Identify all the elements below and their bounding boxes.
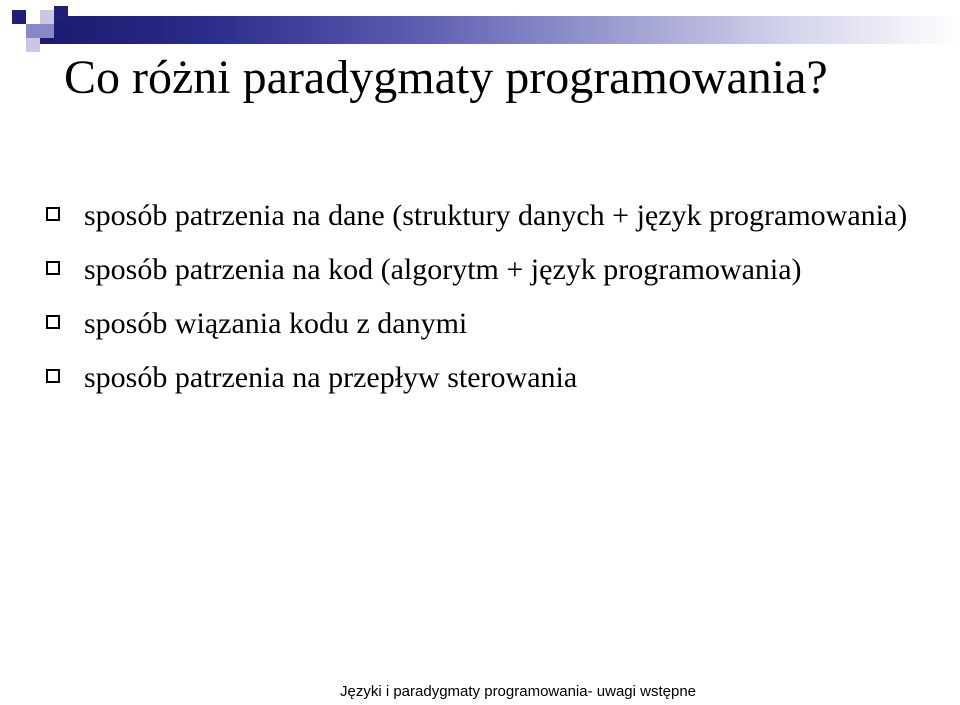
- bullet-item: [40, 195, 920, 237]
- slide-footer: Języki i paradygmaty programowania- uwagi wstępne: [340, 683, 697, 700]
- hollow-square-bullet-icon: [46, 369, 60, 383]
- bullet-item: [40, 357, 920, 399]
- slide-title: Co różni paradygmaty programowania?: [64, 51, 828, 104]
- hollow-square-bullet-icon: [46, 207, 60, 221]
- header-square-decoration: [12, 10, 26, 24]
- bullet-item: [40, 303, 920, 345]
- header-square-decoration: [40, 24, 54, 38]
- header-square-decoration: [26, 24, 40, 38]
- header-square-decoration: [54, 6, 68, 20]
- bullet-text: sposób patrzenia na dane (struktury danych + język programowania): [84, 199, 908, 232]
- header-gradient-bar: [40, 16, 960, 44]
- bullet-list: [40, 195, 920, 411]
- bullet-text: sposób patrzenia na przepływ sterowania: [84, 361, 578, 394]
- bullet-text: sposób wiązania kodu z danymi: [84, 307, 468, 340]
- header-square-decoration: [26, 38, 40, 52]
- bullet-text: sposób patrzenia na kod (algorytm + język programowania): [84, 253, 802, 286]
- hollow-square-bullet-icon: [46, 315, 60, 329]
- bullet-item: [40, 249, 920, 291]
- hollow-square-bullet-icon: [46, 261, 60, 275]
- header-square-decoration: [40, 10, 54, 24]
